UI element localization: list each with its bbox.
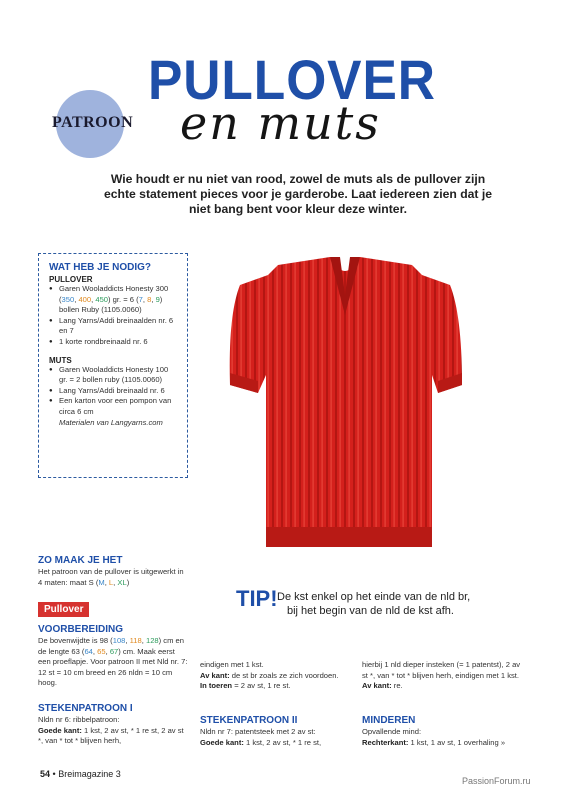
footer-bullet: • xyxy=(52,769,56,779)
red-sweater-image xyxy=(200,245,490,565)
stitch2-good-side: Goede kant: 1 kst, 2 av st, * 1 re st, xyxy=(200,737,322,747)
decrease-right-side: Rechterkant: 1 kst, 1 av st, 1 overhaling » xyxy=(362,737,506,747)
stitch1-heading: STEKENPATROON I xyxy=(38,703,133,714)
watermark: PassionForum.ru xyxy=(462,776,531,786)
list-item: ● Garen Wooladdicts Honesty 100 gr. = 2 bollen ruby (1105.0060) xyxy=(49,365,177,386)
materials-heading: WAT HEB JE NODIG? xyxy=(49,262,152,273)
preparation-section xyxy=(38,624,188,689)
how-to-section xyxy=(38,555,188,588)
how-text: Het patroon van de pullover is uitgewerkt in 4 maten: maat S (M, L, XL) xyxy=(38,567,184,587)
list-item: ● Een karton voor een pompon van circa 6 cm xyxy=(49,396,177,417)
mid-line: eindigen met 1 kst. xyxy=(200,660,264,669)
list-item: ● Garen Wooladdicts Honesty 300 (350, 400, 450) gr. = 6 (7, 8, 9) bollen Ruby (1105.0060) xyxy=(49,284,177,316)
column-middle xyxy=(200,660,355,692)
prep-text: De bovenwijdte is 98 (108, 118, 128) cm en de lengte 63 (64, 65, 67) cm. Maak eerst een proeflapje. Voor patroon II met Nld nr. 7: 12 st = 10 cm breed en 26 nldn = 10 cm hoog. xyxy=(38,636,188,688)
stitch1-good-side: Goede kant: 1 kst, 2 av st, * 1 re st, 2 av st *, van * tot * blijven herh, xyxy=(38,725,184,746)
list-item: ● Lang Yarns/Addi breinaalden nr. 6 en 7 xyxy=(49,316,177,337)
stitch1-line: Nldn nr 6: ribbelpatroon: xyxy=(38,715,120,724)
page-footer xyxy=(40,769,121,779)
right-text: hierbij 1 nld dieper insteken (= 1 patentst), 2 av st *, van * tot * blijven herh, eindigen met 1 kst. xyxy=(362,660,521,680)
decrease-heading: MINDEREN xyxy=(362,715,416,726)
stitch2-heading: STEKENPATROON II xyxy=(200,715,298,726)
materials-credit: Materialen van Langyarns.com xyxy=(59,417,163,427)
muts-materials-heading: MUTS xyxy=(49,355,72,365)
tip-text: De kst enkel op het einde van de nld br, bij het begin van de nld de kst afh. xyxy=(277,591,471,617)
stitch2-line: Nldn nr 7: patentsteek met 2 av st: xyxy=(200,727,316,736)
stitch-pattern-2-section xyxy=(200,715,355,748)
badge-label: PATROON xyxy=(52,114,134,131)
list-item: ● Lang Yarns/Addi breinaald nr. 6 xyxy=(49,386,177,397)
tip-label: TIP! xyxy=(236,586,278,611)
magazine-name: Breimagazine 3 xyxy=(58,769,121,779)
prep-heading: VOORBEREIDING xyxy=(38,624,124,635)
mid-rounds: In toeren = 2 av st, 1 re st. xyxy=(200,681,291,691)
list-item: ● 1 korte rondbreinaald nr. 6 xyxy=(49,337,177,348)
stitch-pattern-1-section xyxy=(38,703,188,747)
muts-materials-list xyxy=(49,365,177,418)
decrease-line: Opvallende mind: xyxy=(362,727,422,736)
mid-av-side: Av kant: de st br zoals ze zich voordoen. xyxy=(200,670,339,680)
column-right xyxy=(362,660,527,692)
how-heading: ZO MAAK JE HET xyxy=(38,555,123,566)
page-number: 54 xyxy=(40,769,51,779)
page-title: PULLOVER xyxy=(148,48,436,111)
patroon-badge xyxy=(52,90,134,158)
page-subtitle: en muts xyxy=(180,96,381,150)
intro-text: Wie houdt er nu niet van rood, zowel de muts als de pullover zijn echte statement pieces voor je garderobe. Laat iedereen zien dat je niet bang bent voor kleur deze winter. xyxy=(103,172,493,216)
pullover-tag: Pullover xyxy=(38,602,89,617)
pullover-materials-list xyxy=(49,284,177,348)
pullover-materials-heading: PULLOVER xyxy=(49,275,93,284)
right-av-side: Av kant: re. xyxy=(362,681,403,691)
decrease-section xyxy=(362,715,527,748)
materials-box xyxy=(38,253,188,478)
